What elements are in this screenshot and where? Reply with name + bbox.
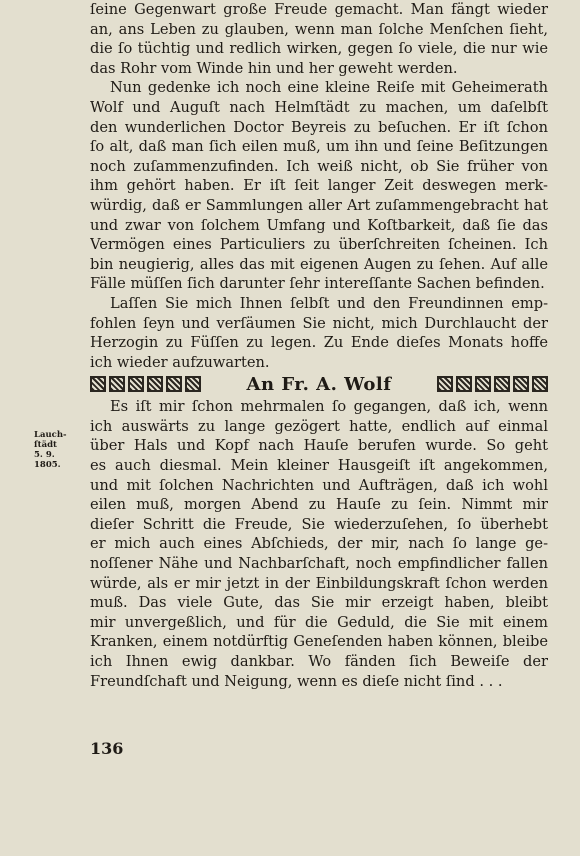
text-line: Vermögen eines Particuliers zu überſchreiten ſcheinen. Ich [90, 236, 548, 254]
text-line: ſeine Gegenwart große Freude gemacht. Man fängt wieder [90, 1, 548, 18]
text-line: Es iſt mir ſchon mehrmalen ſo gegangen, daß ich, wenn [110, 398, 548, 416]
letter-heading [90, 372, 548, 396]
ornament-icon [128, 376, 144, 392]
text-line: eilen muß, morgen Abend zu Hauſe zu ſein. Nimmt mir [90, 496, 548, 514]
page-number: 136 [90, 739, 124, 758]
text-line: dieſer Schritt die Freude, Sie wiederzuſehen, ſo überhebt [90, 515, 548, 533]
text-line: ihm gehört haben. Er iſt ſeit langer Zeit deswegen merk- [90, 177, 548, 195]
text-line: ich Ihnen ewig dankbar. Wo fänden ſich Beweiſe der [90, 653, 548, 670]
letter-title: An Fr. A. Wolf [246, 373, 392, 395]
text-line: ich wieder aufzuwarten. [90, 353, 270, 371]
ornament-icon [494, 376, 510, 392]
ornament-icon [475, 376, 491, 392]
paragraph-after [90, 397, 548, 691]
margin-place: ſtädt [34, 440, 57, 450]
text-line: bin neugierig, alles das mit eigenen Augen zu ſehen. Auf alle [90, 255, 548, 273]
text-line: Herzogin zu Füſſen zu legen. Zu Ende dieſes Monats hoffe [90, 334, 548, 352]
text-line: und mit ſolchen Nachrichten und Aufträgen, daß ich wohl [90, 476, 548, 494]
text-line: ſo alt, daß man ſich eilen muß, um ihn und ſeine Beſitzungen [90, 138, 548, 156]
text-line: ich auswärts zu lange gezögert hatte, endlich auf einmal [90, 417, 548, 435]
paragraph-before [90, 0, 548, 372]
ornament-icon [90, 376, 106, 392]
text-line: fohlen ſeyn und verſäumen Sie nicht, mich Durchlaucht der [90, 314, 548, 332]
text-line: und zwar von ſolchem Umfang und Koſtbarkeit, daß ſie das [90, 216, 548, 234]
text-block [90, 0, 548, 691]
text-line: würde, als er mir jetzt in der Einbildungskraft ſchon werden [90, 574, 548, 592]
text-line: über Hals und Kopf nach Hauſe berufen wurde. So geht [90, 437, 548, 455]
text-line: den wunderlichen Doctor Beyreis zu beſuchen. Er iſt ſchon [90, 118, 548, 136]
text-line: es auch diesmal. Mein kleiner Hausgeiſt iſt angekommen, [90, 457, 548, 475]
ornament-icon [437, 376, 453, 392]
text-line: muß. Das viele Gute, das Sie mir erzeigt haben, bleibt [90, 594, 548, 612]
text-line: noch zuſammenzufinden. Ich weiß nicht, ob Sie früher von [90, 157, 548, 175]
margin-year: 1805. [34, 460, 61, 470]
ornament-icon [147, 376, 163, 392]
text-line: die ſo tüchtig und redlich wirken, gegen ſo viele, die nur wie [90, 40, 548, 58]
text-line: an, ans Leben zu glauben, wenn man ſolche Menſchen ſieht, [90, 20, 548, 38]
margin-place: Lauch- [34, 430, 67, 440]
text-line: Kranken, einem notdürftig Geneſenden haben können, bleibe [90, 633, 548, 651]
text-line: mir unvergeßlich, und für die Geduld, die Sie mit einem [90, 613, 548, 631]
text-line: Laſſen Sie mich Ihnen ſelbſt und den Freundinnen emp- [110, 294, 548, 312]
ornament-icon [109, 376, 125, 392]
ornament-right [437, 376, 548, 392]
margin-date: 5. 9. [34, 450, 55, 460]
text-line: würdig, daß er Sammlungen aller Art zuſammengebracht hat [90, 196, 548, 214]
ornament-icon [532, 376, 548, 392]
ornament-icon [513, 376, 529, 392]
ornament-icon [185, 376, 201, 392]
text-line: er mich auch eines Abſchieds, der mir, nach ſo lange ge- [90, 535, 548, 553]
text-line: Nun gedenke ich noch eine kleine Reiſe mit Geheimerath [110, 79, 548, 97]
ornament-icon [166, 376, 182, 392]
text-line: das Rohr vom Winde hin und her geweht werden. [90, 59, 458, 77]
text-line: Wolf und Auguſt nach Helmſtädt zu machen, um daſelbſt [90, 98, 548, 116]
ornament-icon [456, 376, 472, 392]
text-line: noſſener Nähe und Nachbarſchaft, noch empfindlicher fallen [90, 555, 548, 573]
text-line: Fälle müſſen ſich darunter ſehr intereſſante Sachen befinden. [90, 275, 545, 293]
margin-note [34, 430, 78, 470]
ornament-left [90, 376, 201, 392]
text-line: Freundſchaft und Neigung, wenn es dieſe nicht ſind . . . [90, 672, 503, 690]
